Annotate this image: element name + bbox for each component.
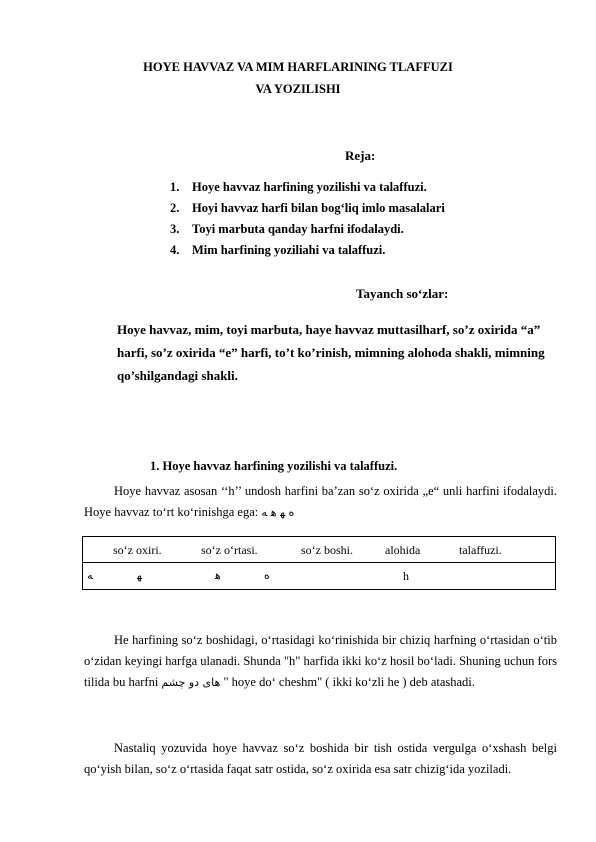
table-value-cell: ه [264,569,270,582]
table-header-cell: so‘z boshi. [301,543,353,557]
plan-heading: Reja: [345,148,376,163]
document-title-line2: VA YOZILISHI [255,82,341,96]
table-header-cell: talaffuzi. [459,543,502,557]
letter-forms: ه ﻬ ﻫ ﻪ [261,506,295,519]
table-header-cell: so‘z o‘rtasi. [201,543,258,557]
plan-item: 2. Hoyi havvaz harfi bilan bog‘liq imlo masalalari [170,201,445,215]
table-header-cell: alohida [385,543,421,557]
keywords-heading: Tayanch so‘zlar: [356,286,449,301]
plan-item: 4. Mim harfining yoziliahi va talaffuzi. [170,243,386,257]
section-heading: 1. Hoye havvaz harfining yozilishi va talaffuzi. [150,459,398,473]
table-header-cell: so‘z oxiri. [113,543,162,557]
paragraph: He harfining so‘z boshidagi, o‘rtasidagi ko‘rinishida bir chiziq harfning o‘rtasidan o‘tib o‘zidan keyingi harfga ulanadi. Shunda "h" harfida ikki ko‘z hosil bo‘ladi. Shuning uchun fors tilida bu harfni های دو چشم " hoye do‘ cheshm" ( ikki ko‘zli he ) deb atashadi. [84,633,557,689]
keywords-text: Hoye havvaz, mim, toyi marbuta, haye havvaz muttasilharf, so’z oxirida “a” harfi, so’z oxirida “e” harfi, to’t ko’rinish, mimning alohoda shakli, mimning qo’shilgandagi shakli. [117,322,545,383]
table-value-row [83,569,555,587]
table-value-cell: ﻫ [215,569,221,582]
letter-forms-table [82,536,556,590]
table-value-cell: ﻬ [137,569,143,582]
table-divider [83,562,555,563]
section-intro: Hoye havvaz asosan ‘‘h’’ undosh harfini ba’zan so‘z oxirida „e“ unli harfini ifodalaydi. Hoye havvaz to‘rt ko‘rinishga ega: ه ﻬ ﻫ ﻪ [84,484,557,519]
paragraph: Nastaliq yozuvida hoye havvaz so‘z boshida bir tish ostida vergulga o‘xshash belgi qo‘yish bilan, so‘z o‘rtasida faqat satr ostida, so‘z oxirida esa satr chizig‘ida yoziladi. [84,741,557,776]
persian-phrase: های دو چشم [161,676,221,689]
table-header-row [83,543,555,559]
table-value-cell: ﻪ [87,569,93,582]
plan-item: 3. Toyi marbuta qanday harfni ifodalaydi. [170,222,404,236]
table-value-cell: h [403,569,409,583]
document-title-line1: HOYE HAVVAZ VA MIM HARFLARINING TLAFFUZI [143,60,453,74]
plan-list [170,177,445,261]
plan-item: 1. Hoye havvaz harfining yozilishi va talaffuzi. [170,180,427,194]
